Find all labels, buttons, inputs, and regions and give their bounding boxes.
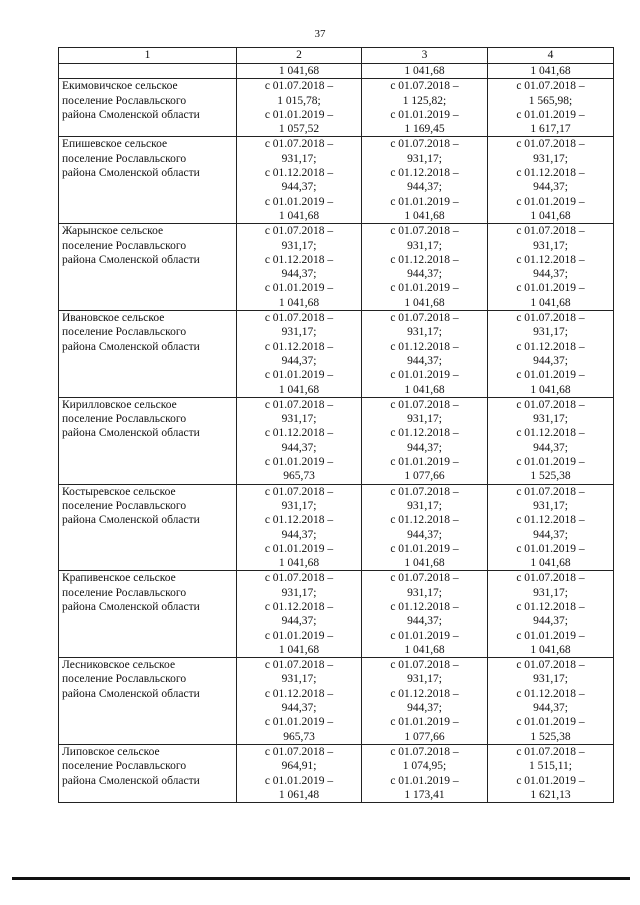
tariff-line: 944,37; — [407, 268, 442, 281]
tariff-line: с 01.07.2018 – — [516, 138, 585, 151]
tariff-line: 931,17; — [407, 413, 442, 426]
settlement-name-cell — [59, 224, 237, 311]
tariff-line: с 01.12.2018 – — [264, 167, 334, 180]
settlement-name-cell — [59, 571, 237, 658]
value-cell-col2 — [237, 79, 362, 137]
table-row — [59, 311, 614, 398]
tariff-line: с 01.01.2019 – — [516, 108, 585, 121]
tariff-line: 1 074,95; — [402, 760, 447, 773]
tariff-line: с 01.01.2019 – — [516, 774, 585, 787]
tariff-line: 931,17; — [533, 413, 568, 426]
tariff-line: 1 041,68 — [278, 296, 320, 309]
tariff-line: с 01.12.2018 – — [516, 514, 585, 527]
tariff-line: 1 041,68 — [278, 65, 320, 77]
settlement-name-line: района Смоленской области — [62, 340, 200, 353]
tariff-line: 944,37; — [281, 528, 317, 541]
tariff-line: 931,17; — [407, 673, 442, 686]
tariff-line: с 01.12.2018 – — [264, 253, 334, 266]
tariff-line: с 01.01.2019 – — [516, 456, 585, 469]
tariff-line: с 01.07.2018 – — [264, 80, 334, 93]
tariff-line: 1 041,68 — [404, 557, 445, 570]
column-header-4: 4 — [488, 48, 614, 64]
tariff-line: с 01.07.2018 – — [516, 745, 585, 758]
tariff-line: 931,17; — [407, 239, 442, 252]
table-row — [59, 137, 614, 224]
tariff-line: с 01.07.2018 – — [264, 312, 334, 325]
tariff-line: с 01.07.2018 – — [516, 572, 585, 585]
tariff-line: 944,37; — [407, 354, 442, 367]
settlement-name-line: поселение Рославльского — [62, 673, 187, 686]
tariff-line: с 01.12.2018 – — [390, 687, 459, 700]
tariff-line: 944,37; — [281, 441, 317, 454]
tariff-line: с 01.07.2018 – — [390, 485, 459, 498]
tariff-line: 931,17; — [407, 326, 442, 339]
tariff-line: 965,73 — [283, 730, 315, 743]
tariff-line: 1 077,66 — [404, 730, 445, 743]
value-cell-col4 — [488, 658, 614, 745]
settlement-name-line: поселение Рославльского — [62, 413, 187, 426]
tariff-line: 944,37; — [407, 441, 442, 454]
value-cell-col4 — [488, 79, 614, 137]
settlement-name-line: района Смоленской области — [62, 774, 200, 787]
tariff-line: 931,17; — [407, 499, 442, 512]
settlement-name-line: Екимовичское сельское — [62, 80, 178, 93]
tariff-line: с 01.01.2019 – — [516, 716, 585, 729]
tariff-line: с 01.01.2019 – — [264, 542, 334, 555]
settlement-name-line: района Смоленской области — [62, 514, 200, 527]
tariff-table — [58, 47, 614, 803]
tariff-line: 944,37; — [533, 181, 568, 194]
settlement-name-line: поселение Рославльского — [62, 760, 187, 773]
tariff-line: 931,17; — [281, 413, 317, 426]
table-row — [59, 79, 614, 137]
value-cell-col2 — [237, 658, 362, 745]
value-cell-col4 — [488, 311, 614, 398]
value-cell-col2 — [237, 397, 362, 484]
settlement-name-line: поселение Рославльского — [62, 499, 187, 512]
tariff-line: с 01.07.2018 – — [390, 225, 459, 238]
settlement-name-line: района Смоленской области — [62, 427, 200, 440]
tariff-line: 1 525,38 — [530, 470, 571, 483]
settlement-name-line: Ивановское сельское — [62, 312, 165, 325]
tariff-line: с 01.12.2018 – — [516, 340, 585, 353]
value-cell-col3 — [362, 658, 488, 745]
tariff-line: с 01.01.2019 – — [264, 369, 334, 382]
tariff-line: 1 041,68 — [530, 65, 571, 77]
tariff-line: с 01.07.2018 – — [390, 745, 459, 758]
tariff-line: с 01.01.2019 – — [516, 195, 585, 208]
value-cell-col3 — [362, 744, 488, 802]
tariff-line: с 01.01.2019 – — [390, 629, 459, 642]
column-header-1: 1 — [59, 48, 237, 64]
tariff-line: с 01.07.2018 – — [390, 659, 459, 672]
tariff-line: с 01.07.2018 – — [516, 398, 585, 411]
tariff-line: с 01.12.2018 – — [390, 427, 459, 440]
tariff-line: 931,17; — [281, 586, 317, 599]
tariff-line: 944,37; — [533, 615, 568, 628]
tariff-line: с 01.01.2019 – — [390, 716, 459, 729]
tariff-line: с 01.01.2019 – — [516, 282, 585, 295]
tariff-line: 1 621,13 — [530, 788, 571, 801]
tariff-line: с 01.12.2018 – — [390, 167, 459, 180]
tariff-line: 931,17; — [281, 239, 317, 252]
value-cell-col3 — [362, 64, 488, 79]
settlement-name-line: Липовское сельское — [62, 745, 160, 758]
tariff-line: с 01.07.2018 – — [390, 138, 459, 151]
tariff-line: с 01.07.2018 – — [516, 485, 585, 498]
settlement-name-line: Лесниковское сельское — [62, 659, 176, 672]
tariff-line: с 01.07.2018 – — [390, 312, 459, 325]
tariff-line: с 01.01.2019 – — [516, 542, 585, 555]
settlement-name-line: поселение Рославльского — [62, 94, 187, 107]
table-body — [59, 64, 614, 803]
tariff-line: с 01.01.2019 – — [516, 629, 585, 642]
tariff-line: с 01.12.2018 – — [390, 514, 459, 527]
tariff-line: 944,37; — [533, 441, 568, 454]
tariff-line: с 01.01.2019 – — [390, 542, 459, 555]
tariff-line: с 01.12.2018 – — [390, 253, 459, 266]
table-row — [59, 397, 614, 484]
tariff-line: с 01.07.2018 – — [516, 312, 585, 325]
settlement-name-cell — [59, 484, 237, 571]
tariff-line: с 01.01.2019 – — [264, 282, 334, 295]
tariff-line: 1 041,68 — [530, 643, 571, 656]
settlement-name-cell — [59, 64, 237, 79]
value-cell-col4 — [488, 571, 614, 658]
tariff-line: 964,91; — [281, 760, 317, 773]
tariff-line: 1 041,68 — [404, 65, 445, 77]
tariff-line: с 01.01.2019 – — [390, 774, 459, 787]
tariff-line: 1 041,68 — [278, 643, 320, 656]
tariff-line: 1 169,45 — [404, 123, 445, 136]
settlement-name-line: поселение Рославльского — [62, 326, 187, 339]
tariff-line: 944,37; — [533, 702, 568, 715]
tariff-line: 1 015,78; — [277, 94, 321, 107]
tariff-line: 1 617,17 — [530, 123, 571, 136]
tariff-line: с 01.01.2019 – — [264, 629, 334, 642]
tariff-line: с 01.07.2018 – — [390, 80, 459, 93]
tariff-line: 944,37; — [407, 528, 442, 541]
table-row — [59, 658, 614, 745]
settlement-name-line: Костыревское сельское — [62, 485, 176, 498]
tariff-line: 944,37; — [533, 528, 568, 541]
settlement-name-line: района Смоленской области — [62, 108, 200, 121]
tariff-line: 944,37; — [407, 702, 442, 715]
tariff-line: 1 041,68 — [404, 209, 445, 222]
settlement-name-cell — [59, 137, 237, 224]
value-cell-col2 — [237, 137, 362, 224]
settlement-name-cell — [59, 658, 237, 745]
tariff-line: 944,37; — [533, 268, 568, 281]
tariff-line: с 01.01.2019 – — [264, 195, 334, 208]
tariff-line: с 01.12.2018 – — [516, 600, 585, 613]
tariff-line: с 01.07.2018 – — [264, 225, 334, 238]
table-row — [59, 224, 614, 311]
tariff-line: 931,17; — [407, 586, 442, 599]
value-cell-col2 — [237, 311, 362, 398]
tariff-line: с 01.01.2019 – — [390, 108, 459, 121]
value-cell-col2 — [237, 64, 362, 79]
value-cell-col4 — [488, 484, 614, 571]
tariff-line: 944,37; — [407, 615, 442, 628]
settlement-name-line: Епишевское сельское — [62, 138, 168, 151]
tariff-line: 931,17; — [533, 586, 568, 599]
tariff-line: с 01.12.2018 – — [390, 600, 459, 613]
tariff-line: 1 041,68 — [404, 383, 445, 396]
value-cell-col3 — [362, 571, 488, 658]
value-cell-col2 — [237, 571, 362, 658]
value-cell-col4 — [488, 224, 614, 311]
tariff-line: 1 041,68 — [278, 557, 320, 570]
value-cell-col4 — [488, 64, 614, 79]
tariff-line: 965,73 — [283, 470, 315, 483]
tariff-line: с 01.12.2018 – — [516, 427, 585, 440]
tariff-line: с 01.12.2018 – — [516, 167, 585, 180]
value-cell-col3 — [362, 79, 488, 137]
settlement-name-line: поселение Рославльского — [62, 239, 187, 252]
tariff-line: 1 041,68 — [530, 296, 571, 309]
tariff-line: 1 515,11; — [528, 760, 573, 773]
tariff-line: 1 041,68 — [404, 643, 445, 656]
tariff-line: с 01.01.2019 – — [264, 108, 334, 121]
tariff-line: 931,17; — [281, 499, 317, 512]
table-row — [59, 484, 614, 571]
tariff-line: с 01.07.2018 – — [516, 80, 585, 93]
value-cell-col3 — [362, 484, 488, 571]
bottom-rule — [12, 877, 630, 880]
tariff-line: с 01.12.2018 – — [264, 340, 334, 353]
tariff-line: с 01.12.2018 – — [390, 340, 459, 353]
tariff-line: 931,17; — [407, 152, 442, 165]
value-cell-col4 — [488, 744, 614, 802]
column-header-2: 2 — [237, 48, 362, 64]
tariff-line: 1 041,68 — [404, 296, 445, 309]
column-header-3: 3 — [362, 48, 488, 64]
tariff-line: 944,37; — [281, 268, 317, 281]
tariff-line: с 01.07.2018 – — [264, 572, 334, 585]
settlement-name-cell — [59, 79, 237, 137]
table-row — [59, 64, 614, 79]
tariff-line: с 01.07.2018 – — [516, 659, 585, 672]
tariff-line: с 01.12.2018 – — [516, 253, 585, 266]
tariff-line: с 01.01.2019 – — [516, 369, 585, 382]
value-cell-col4 — [488, 397, 614, 484]
tariff-line: с 01.01.2019 – — [390, 456, 459, 469]
tariff-line: 1 041,68 — [278, 383, 320, 396]
tariff-line: с 01.01.2019 – — [264, 716, 334, 729]
value-cell-col3 — [362, 224, 488, 311]
tariff-line: 931,17; — [533, 326, 568, 339]
tariff-line: 944,37; — [533, 354, 568, 367]
tariff-line: 1 173,41 — [404, 788, 445, 801]
tariff-line: с 01.07.2018 – — [264, 138, 334, 151]
tariff-line: 944,37; — [281, 702, 317, 715]
value-cell-col2 — [237, 224, 362, 311]
settlement-name-line: района Смоленской области — [62, 167, 200, 180]
tariff-line: с 01.07.2018 – — [264, 485, 334, 498]
tariff-line: 1 077,66 — [404, 470, 445, 483]
tariff-line: 944,37; — [407, 181, 442, 194]
tariff-line: 931,17; — [281, 326, 317, 339]
settlement-name-line: района Смоленской области — [62, 253, 200, 266]
table-row — [59, 744, 614, 802]
settlement-name-cell — [59, 397, 237, 484]
tariff-line: 944,37; — [281, 181, 317, 194]
tariff-line: 1 125,82; — [402, 94, 447, 107]
tariff-line: с 01.07.2018 – — [390, 398, 459, 411]
table-row — [59, 571, 614, 658]
tariff-line: с 01.12.2018 – — [264, 427, 334, 440]
value-cell-col2 — [237, 744, 362, 802]
tariff-line: с 01.07.2018 – — [516, 225, 585, 238]
tariff-line: 1 041,68 — [530, 557, 571, 570]
tariff-line: с 01.01.2019 – — [390, 282, 459, 295]
tariff-line: с 01.07.2018 – — [390, 572, 459, 585]
header-row — [59, 48, 614, 64]
tariff-line: с 01.12.2018 – — [264, 514, 334, 527]
tariff-line: 1 057,52 — [278, 123, 320, 136]
tariff-line: 1 041,68 — [530, 209, 571, 222]
settlement-name-line: района Смоленской области — [62, 687, 200, 700]
value-cell-col2 — [237, 484, 362, 571]
tariff-line: 931,17; — [281, 673, 317, 686]
tariff-line: 944,37; — [281, 615, 317, 628]
tariff-line: 931,17; — [533, 499, 568, 512]
tariff-line: с 01.12.2018 – — [516, 687, 585, 700]
page-number: 37 — [314, 28, 326, 40]
settlement-name-line: Крапивенское сельское — [62, 572, 176, 585]
settlement-name-line: Кирилловское сельское — [62, 398, 177, 411]
tariff-line: 1 525,38 — [530, 730, 571, 743]
value-cell-col3 — [362, 311, 488, 398]
tariff-line: 931,17; — [533, 239, 568, 252]
tariff-line: 1 061,48 — [278, 788, 320, 801]
tariff-line: с 01.12.2018 – — [264, 687, 334, 700]
tariff-line: с 01.12.2018 – — [264, 600, 334, 613]
tariff-line: 944,37; — [281, 354, 317, 367]
tariff-line: с 01.01.2019 – — [264, 456, 334, 469]
tariff-line: 1 041,68 — [278, 209, 320, 222]
value-cell-col3 — [362, 397, 488, 484]
tariff-line: с 01.07.2018 – — [264, 659, 334, 672]
tariff-line: 1 565,98; — [528, 94, 573, 107]
settlement-name-line: поселение Рославльского — [62, 586, 187, 599]
value-cell-col3 — [362, 137, 488, 224]
settlement-name-line: поселение Рославльского — [62, 152, 187, 165]
tariff-line: 931,17; — [281, 152, 317, 165]
settlement-name-cell — [59, 311, 237, 398]
tariff-line: с 01.01.2019 – — [390, 195, 459, 208]
tariff-line: с 01.01.2019 – — [264, 774, 334, 787]
settlement-name-cell — [59, 744, 237, 802]
tariff-line: 931,17; — [533, 152, 568, 165]
tariff-line: с 01.07.2018 – — [264, 745, 334, 758]
settlement-name-line: Жарынское сельское — [62, 225, 164, 238]
tariff-line: 931,17; — [533, 673, 568, 686]
tariff-line: 1 041,68 — [530, 383, 571, 396]
tariff-line: с 01.07.2018 – — [264, 398, 334, 411]
value-cell-col4 — [488, 137, 614, 224]
tariff-line: с 01.01.2019 – — [390, 369, 459, 382]
settlement-name-line: района Смоленской области — [62, 600, 200, 613]
